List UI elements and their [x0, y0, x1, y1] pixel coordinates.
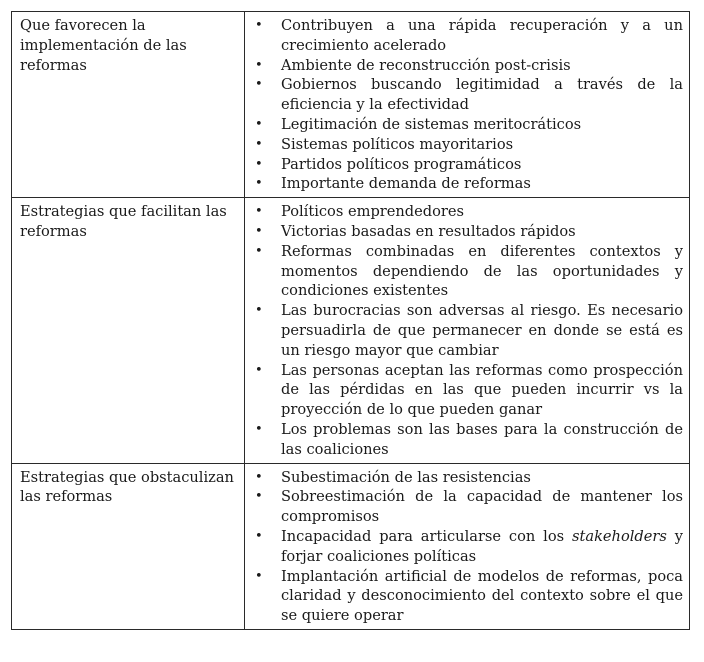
row-label-cell: [12, 463, 245, 629]
bullet-icon: •: [255, 57, 263, 73]
bullet-icon: •: [255, 204, 263, 220]
row-label-cell: [12, 198, 245, 463]
list-item-text: Importante demanda de reformas: [281, 175, 531, 193]
list-item-text: Partidos políticos programáticos: [281, 155, 522, 173]
list-item-text: Las burocracias son adversas al riesgo. Es necesario persuadirla de que permanecer en donde se está es un riesgo mayor que cambiar: [281, 302, 683, 359]
list-item-text: Sobreestimación de la capacidad de mantener los compromisos: [281, 488, 683, 526]
list-item: [253, 527, 683, 567]
bullet-icon: •: [255, 223, 263, 239]
row-items-cell: [245, 198, 690, 463]
list-item: [253, 115, 683, 135]
list-item: [253, 75, 683, 115]
row-items-cell: [245, 12, 690, 198]
list-item-text-after: y forjar coaliciones políticas: [281, 527, 683, 565]
bullet-icon: •: [255, 176, 263, 192]
list-item: [253, 420, 683, 460]
list-item-text: Ambiente de reconstrucción post-crisis: [281, 56, 571, 74]
list-item-text: Implantación artificial de modelos de reformas, poca claridad y desconocimiento del contexto sobre el que se quiere operar: [281, 567, 683, 625]
row-label: Estrategias que obstaculizan las reformas: [20, 468, 234, 506]
bullet-icon: •: [255, 421, 263, 437]
bullet-icon: •: [255, 362, 263, 378]
list-item: [253, 174, 683, 194]
row-label-cell: [12, 12, 245, 198]
list-item-text: Sistemas políticos mayoritarios: [281, 135, 514, 153]
bullet-icon: •: [255, 568, 263, 584]
list-item: [253, 242, 683, 301]
bullet-icon: •: [255, 303, 263, 319]
list-item: [253, 202, 683, 222]
list-item: [253, 468, 683, 488]
stakeholders-term: stakeholders: [572, 527, 667, 545]
bullet-icon: •: [255, 243, 263, 259]
list-item-text: Políticos emprendedores: [281, 203, 465, 221]
list-item: [253, 487, 683, 527]
list-item-text: Los problemas son las bases para la construcción de las coaliciones: [281, 420, 683, 458]
list-item: [253, 567, 683, 626]
row-items-cell: [245, 463, 690, 629]
bullet-icon: •: [255, 136, 263, 152]
list-item: [253, 135, 683, 155]
list-item: [253, 16, 683, 56]
bullet-icon: •: [255, 116, 263, 132]
table-row: [12, 12, 690, 198]
bullet-icon: •: [255, 77, 263, 93]
list-item-text: Subestimación de las resistencias: [281, 468, 531, 486]
list-item: [253, 222, 683, 242]
bullet-list: [253, 468, 683, 626]
list-item: [253, 56, 683, 76]
list-item-text: Legitimación de sistemas meritocráticos: [281, 115, 582, 133]
bullet-icon: •: [255, 469, 263, 485]
table-row: [12, 463, 690, 629]
bullet-icon: •: [255, 489, 263, 505]
list-item: [253, 155, 683, 175]
row-label: Estrategias que facilitan las reformas: [20, 203, 227, 240]
list-item-text-before: Incapacidad para articularse con los: [281, 527, 573, 545]
table-row: [12, 198, 690, 463]
list-item: [253, 301, 683, 360]
list-item-text: Contribuyen a una rápida recuperación y a un crecimiento acelerado: [281, 17, 683, 54]
list-item-text: Reformas combinadas en diferentes contextos y momentos dependiendo de las oportunidades y condiciones existentes: [281, 242, 683, 300]
bullet-icon: •: [255, 528, 263, 544]
reforms-table: [11, 11, 690, 630]
list-item-text: Victorias basadas en resultados rápidos: [281, 222, 576, 240]
list-item-text: Las personas aceptan las reformas como prospección de las pérdidas en las que pueden incurrir vs la proyección de lo que pueden ganar: [281, 361, 683, 419]
bullet-list: [253, 16, 683, 194]
bullet-icon: •: [255, 156, 263, 172]
bullet-icon: •: [255, 18, 263, 33]
row-label: Que favorecen la implementación de las reformas: [20, 17, 187, 74]
list-item: [253, 361, 683, 420]
bullet-list: [253, 202, 683, 459]
list-item-text: Gobiernos buscando legitimidad a través de la eficiencia y la efectividad: [281, 76, 683, 114]
